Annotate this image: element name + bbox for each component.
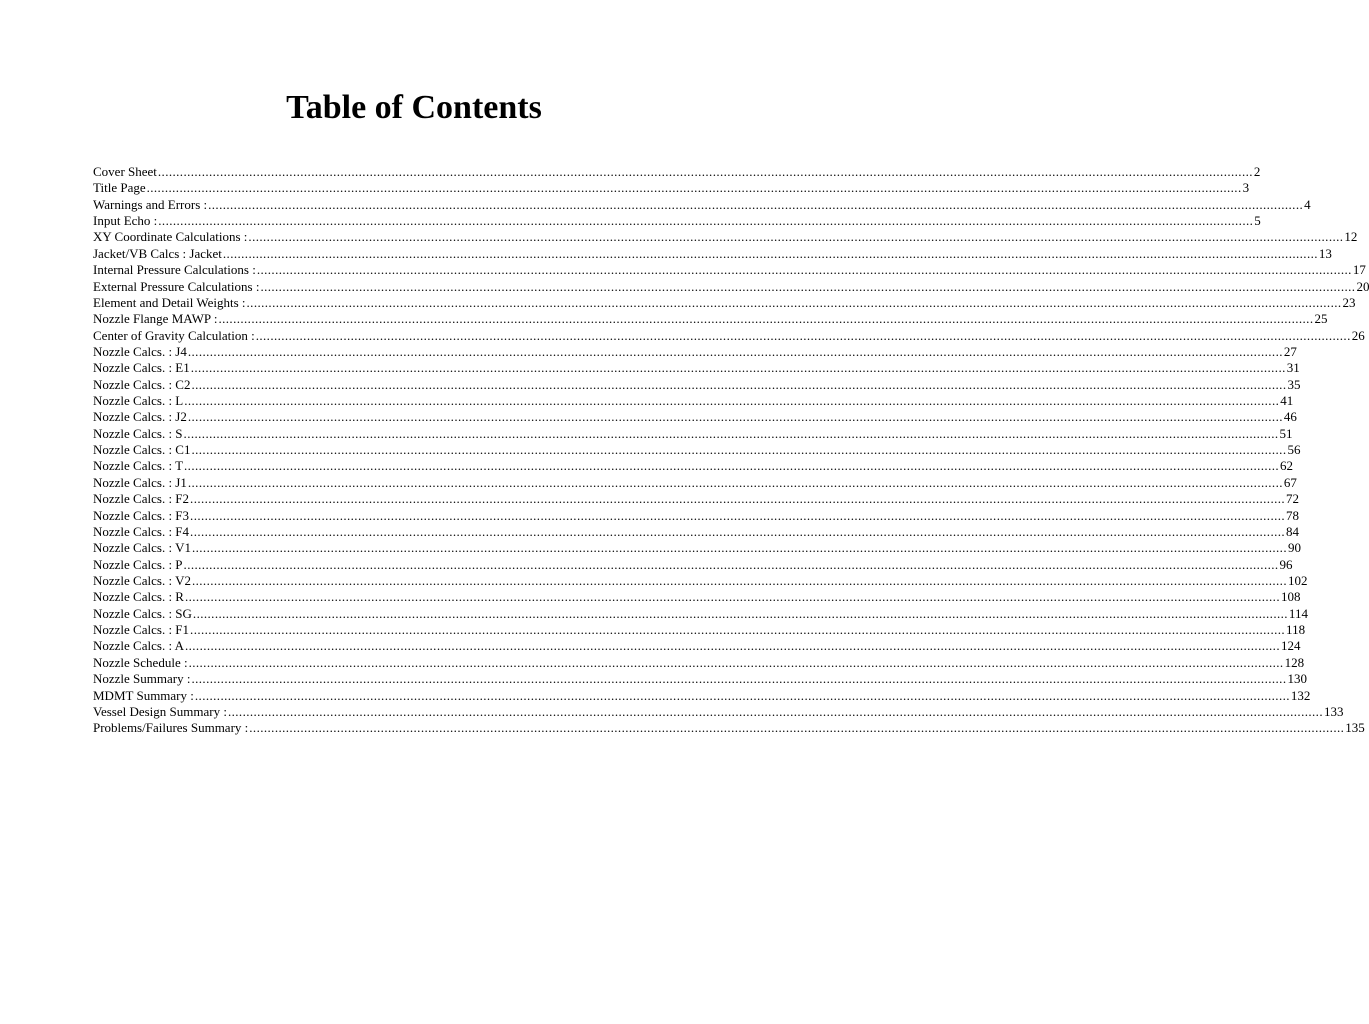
toc-entry-label: Nozzle Flange MAWP : bbox=[93, 311, 218, 327]
toc-dot-leader: ............................................................................................................................................................................................................................................................................................................ bbox=[208, 196, 1304, 212]
toc-entry-label: Title Page bbox=[93, 180, 146, 196]
toc-dot-leader: ............................................................................................................................................................................................................................................................................................................ bbox=[187, 409, 1283, 425]
toc-entry-page-number: 118 bbox=[1286, 622, 1306, 638]
toc-entry-page-number: 3 bbox=[1242, 180, 1250, 196]
toc-entry-page-number: 130 bbox=[1287, 671, 1307, 687]
toc-entry-page-number: 84 bbox=[1286, 523, 1300, 539]
toc-entry[interactable] bbox=[93, 278, 1369, 295]
toc-dot-leader: ............................................................................................................................................................................................................................................................................................................ bbox=[191, 376, 1287, 392]
toc-entry-label: Nozzle Calcs. : F1 bbox=[93, 622, 190, 638]
toc-entry[interactable] bbox=[93, 507, 1300, 524]
toc-entry-page-number: 51 bbox=[1279, 425, 1293, 441]
toc-entry[interactable] bbox=[93, 720, 1365, 736]
toc-dot-leader: ............................................................................................................................................................................................................................................................................................................ bbox=[184, 589, 1280, 605]
toc-dot-leader: ............................................................................................................................................................................................................................................................................................................ bbox=[248, 229, 1344, 245]
toc-dot-leader: ............................................................................................................................................................................................................................................................................................................ bbox=[190, 523, 1286, 539]
toc-entry[interactable] bbox=[93, 180, 1250, 196]
toc-entry-page-number: 17 bbox=[1352, 262, 1366, 278]
toc-entry-label: Nozzle Calcs. : A bbox=[93, 638, 184, 654]
toc-dot-leader: ............................................................................................................................................................................................................................................................................................................ bbox=[157, 164, 1253, 179]
toc-entry-label: Nozzle Calcs. : V1 bbox=[93, 540, 191, 556]
toc-dot-leader: ............................................................................................................................................................................................................................................................................................................ bbox=[191, 442, 1287, 458]
toc-entry-label: Nozzle Calcs. : V2 bbox=[93, 572, 191, 588]
toc-entry[interactable] bbox=[93, 556, 1293, 573]
toc-dot-leader: ............................................................................................................................................................................................................................................................................................................ bbox=[260, 278, 1356, 294]
toc-entry-label: Internal Pressure Calculations : bbox=[93, 262, 256, 278]
toc-entry-label: Element and Detail Weights : bbox=[93, 294, 246, 310]
toc-entry[interactable] bbox=[93, 442, 1301, 458]
toc-entry-page-number: 90 bbox=[1287, 540, 1301, 556]
toc-dot-leader: ............................................................................................................................................................................................................................................................................................................ bbox=[184, 638, 1280, 654]
toc-entry-label: Center of Gravity Calculation : bbox=[93, 327, 255, 343]
toc-dot-leader: ............................................................................................................................................................................................................................................................................................................ bbox=[256, 262, 1352, 278]
toc-entry-page-number: 78 bbox=[1286, 507, 1300, 523]
toc-entry[interactable] bbox=[93, 311, 1328, 327]
toc-entry-page-number: 102 bbox=[1287, 572, 1308, 588]
toc-dot-leader: ............................................................................................................................................................................................................................................................................................................ bbox=[190, 507, 1286, 523]
toc-dot-leader: ............................................................................................................................................................................................................................................................................................................ bbox=[192, 605, 1288, 621]
toc-entry-label: Nozzle Schedule : bbox=[93, 654, 188, 670]
toc-dot-leader: ............................................................................................................................................................................................................................................................................................................ bbox=[187, 474, 1283, 490]
toc-dot-leader: ............................................................................................................................................................................................................................................................................................................ bbox=[227, 703, 1323, 719]
toc-entry[interactable] bbox=[93, 523, 1300, 540]
toc-entry[interactable] bbox=[93, 409, 1297, 425]
toc-entry[interactable] bbox=[93, 671, 1307, 687]
toc-entry-label: Problems/Failures Summary : bbox=[93, 720, 249, 736]
toc-entry-page-number: 26 bbox=[1351, 327, 1365, 343]
toc-dot-leader: ............................................................................................................................................................................................................................................................................................................ bbox=[183, 556, 1279, 572]
toc-dot-leader: ............................................................................................................................................................................................................................................................................................................ bbox=[246, 294, 1342, 310]
toc-entry-label: Nozzle Calcs. : SG bbox=[93, 605, 192, 621]
toc-entry[interactable] bbox=[93, 540, 1301, 556]
toc-entry-label: Cover Sheet bbox=[93, 164, 157, 179]
toc-entry-label: Nozzle Calcs. : F2 bbox=[93, 491, 190, 507]
toc-entry-label: Nozzle Calcs. : J2 bbox=[93, 409, 187, 425]
toc-entry[interactable] bbox=[93, 229, 1358, 245]
toc-dot-leader: ............................................................................................................................................................................................................................................................................................................ bbox=[222, 245, 1318, 261]
toc-entry-page-number: 31 bbox=[1286, 360, 1300, 376]
toc-entry-label: Nozzle Calcs. : J4 bbox=[93, 343, 187, 359]
toc-entry-page-number: 62 bbox=[1280, 458, 1294, 474]
toc-entry[interactable] bbox=[93, 196, 1311, 213]
toc-entry[interactable] bbox=[93, 213, 1261, 229]
toc-dot-leader: ............................................................................................................................................................................................................................................................................................................ bbox=[255, 327, 1351, 343]
toc-entry[interactable] bbox=[93, 245, 1332, 262]
toc-dot-leader: ............................................................................................................................................................................................................................................................................................................ bbox=[184, 458, 1280, 474]
toc-entry-page-number: 132 bbox=[1290, 687, 1311, 703]
toc-dot-leader: ............................................................................................................................................................................................................................................................................................................ bbox=[190, 360, 1286, 376]
toc-entry[interactable] bbox=[93, 393, 1294, 409]
toc-entry[interactable] bbox=[93, 703, 1344, 720]
toc-entry[interactable] bbox=[93, 327, 1365, 344]
toc-entry-page-number: 133 bbox=[1323, 703, 1344, 719]
toc-dot-leader: ............................................................................................................................................................................................................................................................................................................ bbox=[188, 654, 1284, 670]
toc-entry-label: Jacket/VB Calcs : Jacket bbox=[93, 245, 222, 261]
toc-entry-label: Nozzle Calcs. : P bbox=[93, 556, 183, 572]
toc-dot-leader: ............................................................................................................................................................................................................................................................................................................ bbox=[183, 425, 1279, 441]
page-title: Table of Contents bbox=[286, 89, 542, 126]
toc-entry-label: Input Echo : bbox=[93, 213, 158, 229]
toc-entry[interactable] bbox=[93, 474, 1297, 491]
toc-entry-label: Nozzle Calcs. : S bbox=[93, 425, 183, 441]
toc-entry-page-number: 35 bbox=[1287, 376, 1301, 392]
toc-entry-page-number: 108 bbox=[1280, 589, 1301, 605]
toc-entry-page-number: 72 bbox=[1286, 491, 1300, 507]
toc-entry[interactable] bbox=[93, 458, 1294, 474]
toc-entry[interactable] bbox=[93, 491, 1300, 507]
toc-entry-page-number: 4 bbox=[1304, 196, 1311, 212]
toc-entry[interactable] bbox=[93, 638, 1301, 654]
toc-entry[interactable] bbox=[93, 164, 1261, 180]
toc-entry[interactable] bbox=[93, 654, 1305, 671]
toc-entry-page-number: 27 bbox=[1283, 343, 1297, 359]
toc-dot-leader: ............................................................................................................................................................................................................................................................................................................ bbox=[190, 622, 1286, 638]
toc-entry-label: Nozzle Summary : bbox=[93, 671, 191, 687]
toc-entry-page-number: 20 bbox=[1356, 278, 1369, 294]
toc-dot-leader: ............................................................................................................................................................................................................................................................................................................ bbox=[190, 491, 1286, 507]
toc-entry[interactable] bbox=[93, 622, 1306, 638]
toc-entry-page-number: 128 bbox=[1284, 654, 1305, 670]
toc-entry[interactable] bbox=[93, 376, 1301, 393]
toc-entry-page-number: 56 bbox=[1287, 442, 1301, 458]
toc-entry-page-number: 2 bbox=[1253, 164, 1261, 179]
toc-list bbox=[93, 164, 1369, 737]
toc-entry[interactable] bbox=[93, 294, 1356, 311]
toc-entry-page-number: 67 bbox=[1283, 474, 1297, 490]
toc-entry-page-number: 114 bbox=[1288, 605, 1308, 621]
toc-entry-label: Nozzle Calcs. : F3 bbox=[93, 507, 190, 523]
toc-dot-leader: ............................................................................................................................................................................................................................................................................................................ bbox=[218, 311, 1314, 327]
toc-entry-label: MDMT Summary : bbox=[93, 687, 194, 703]
toc-entry-page-number: 13 bbox=[1318, 245, 1332, 261]
toc-dot-leader: ............................................................................................................................................................................................................................................................................................................ bbox=[191, 540, 1287, 556]
toc-entry-page-number: 96 bbox=[1279, 556, 1293, 572]
toc-entry-label: Nozzle Calcs. : L bbox=[93, 393, 184, 409]
toc-entry-label: External Pressure Calculations : bbox=[93, 278, 260, 294]
toc-entry[interactable] bbox=[93, 605, 1308, 622]
toc-dot-leader: ............................................................................................................................................................................................................................................................................................................ bbox=[194, 687, 1290, 703]
toc-entry-page-number: 124 bbox=[1280, 638, 1301, 654]
toc-dot-leader: ............................................................................................................................................................................................................................................................................................................ bbox=[187, 343, 1283, 359]
toc-entry-label: Nozzle Calcs. : E1 bbox=[93, 360, 190, 376]
toc-entry-label: Nozzle Calcs. : F4 bbox=[93, 523, 190, 539]
toc-entry[interactable] bbox=[93, 572, 1308, 589]
toc-dot-leader: ............................................................................................................................................................................................................................................................................................................ bbox=[184, 393, 1280, 409]
toc-entry[interactable] bbox=[93, 360, 1300, 376]
toc-entry[interactable] bbox=[93, 687, 1311, 704]
toc-dot-leader: ............................................................................................................................................................................................................................................................................................................ bbox=[191, 572, 1287, 588]
toc-entry-label: XY Coordinate Calculations : bbox=[93, 229, 248, 245]
toc-entry[interactable] bbox=[93, 425, 1293, 442]
toc-entry-page-number: 41 bbox=[1280, 393, 1294, 409]
toc-entry-page-number: 12 bbox=[1344, 229, 1358, 245]
toc-dot-leader: ............................................................................................................................................................................................................................................................................................................ bbox=[191, 671, 1287, 687]
toc-entry[interactable] bbox=[93, 343, 1297, 360]
toc-entry-label: Nozzle Calcs. : R bbox=[93, 589, 184, 605]
toc-entry-label: Nozzle Calcs. : C2 bbox=[93, 376, 191, 392]
toc-dot-leader: ............................................................................................................................................................................................................................................................................................................ bbox=[249, 720, 1345, 736]
toc-entry-page-number: 46 bbox=[1283, 409, 1297, 425]
toc-entry-label: Nozzle Calcs. : T bbox=[93, 458, 184, 474]
toc-entry-page-number: 5 bbox=[1254, 213, 1261, 229]
toc-entry-page-number: 25 bbox=[1314, 311, 1328, 327]
toc-dot-leader: ............................................................................................................................................................................................................................................................................................................ bbox=[158, 213, 1254, 229]
toc-entry[interactable] bbox=[93, 262, 1366, 278]
toc-entry-label: Nozzle Calcs. : C1 bbox=[93, 442, 191, 458]
toc-entry-label: Vessel Design Summary : bbox=[93, 703, 227, 719]
toc-entry-label: Nozzle Calcs. : J1 bbox=[93, 474, 187, 490]
toc-dot-leader: ............................................................................................................................................................................................................................................................................................................ bbox=[146, 180, 1242, 196]
toc-entry-label: Warnings and Errors : bbox=[93, 196, 208, 212]
toc-entry[interactable] bbox=[93, 589, 1301, 605]
toc-entry-page-number: 23 bbox=[1342, 294, 1356, 310]
toc-entry-page-number: 135 bbox=[1345, 720, 1365, 736]
